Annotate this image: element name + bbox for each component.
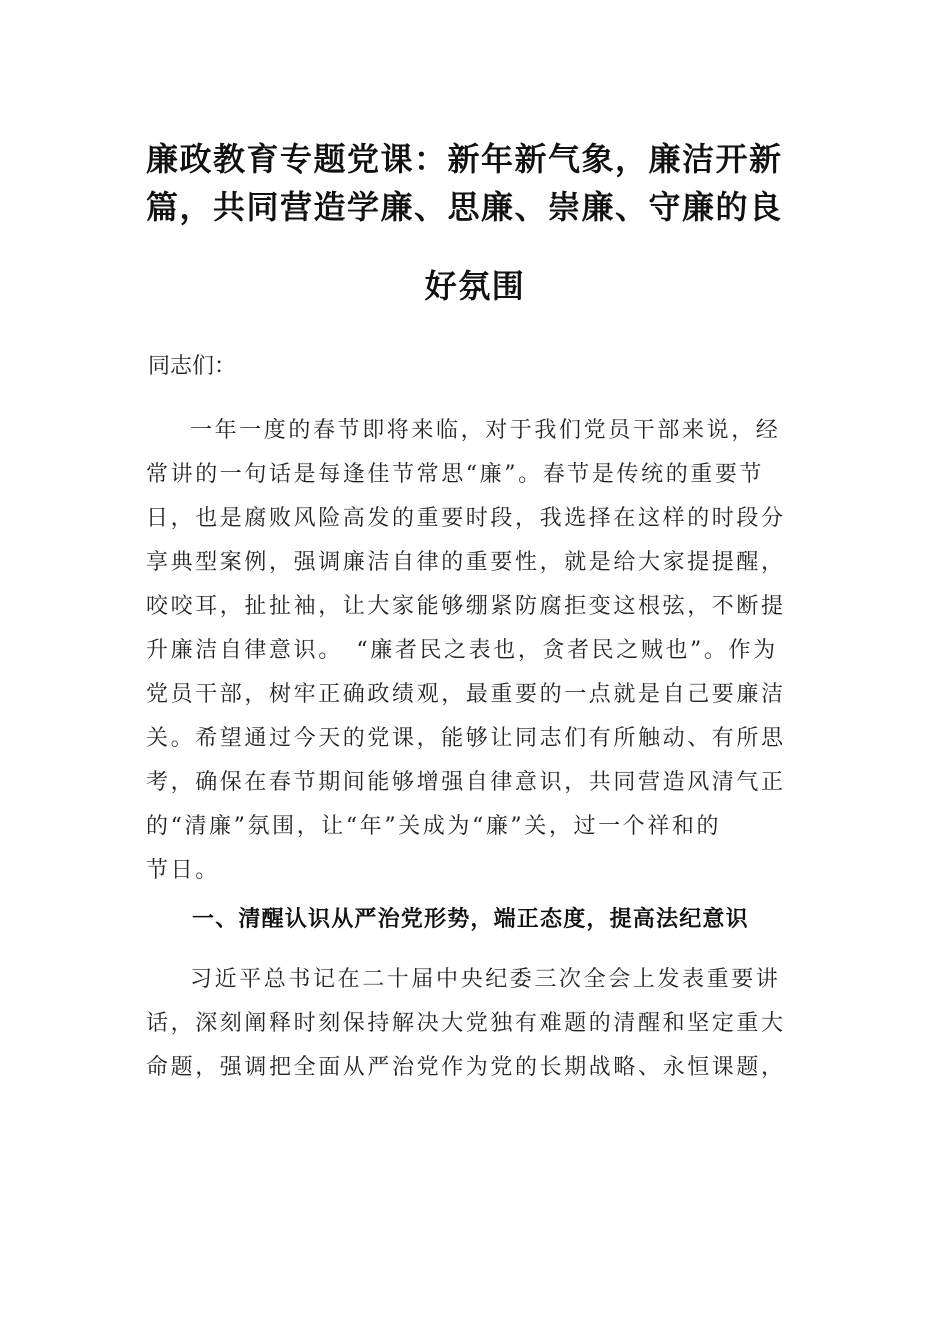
paragraph-line: 话，深刻阐释时刻保持解决大党独有难题的清醒和坚定重大 [146,1011,786,1036]
document-title-line-1: 廉政教育专题党课：新年新气象，廉洁开新 [146,140,783,178]
paragraph-line: 节日。 [146,858,220,883]
paragraph-line: 咬咬耳，扯扯袖，让大家能够绷紧防腐拒变这根弦，不断提 [146,594,786,619]
paragraph-line: 升廉洁自律意识。 “廉者民之表也，贪者民之贼也”。作为 [146,638,778,663]
paragraph-line: 党员干部，树牢正确政绩观，最重要的一点就是自己要廉洁 [146,682,786,707]
paragraph-line: 日，也是腐败风险高发的重要时段，我选择在这样的时段分 [146,506,786,531]
salutation: 同志们： [148,354,237,379]
paragraph-line: 命题，强调把全面从严治党作为党的长期战略、永恒课题， [146,1055,786,1080]
document-title-line-2: 篇，共同营造学廉、思廉、崇廉、守廉的良 [146,188,783,226]
paragraph-line: 习近平总书记在二十届中央纪委三次全会上发表重要讲 [190,967,781,992]
section-heading: 一、清醒认识从严治党形势，端正态度，提高法纪意识 [192,907,749,932]
paragraph-section-1 [146,958,826,1090]
paragraph-line: 享典型案例，强调廉洁自律的重要性，就是给大家提提醒， [146,550,786,575]
paragraph-line: 的“清廉”氛围，让“年”关成为“廉”关，过一个祥和的 [146,814,722,839]
paragraph-line: 一年一度的春节即将来临，对于我们党员干部来说，经 [190,418,781,443]
paragraph-line: 关。希望通过今天的党课，能够让同志们有所触动、有所思 [146,726,786,751]
document-title-line-3: 好氛围 [424,267,526,305]
paragraph-intro [146,409,826,893]
paragraph-line: 考，确保在春节期间能够增强自律意识，共同营造风清气正 [146,770,786,795]
paragraph-line: 常讲的一句话是每逢佳节常思“廉”。春节是传统的重要节 [146,462,765,487]
